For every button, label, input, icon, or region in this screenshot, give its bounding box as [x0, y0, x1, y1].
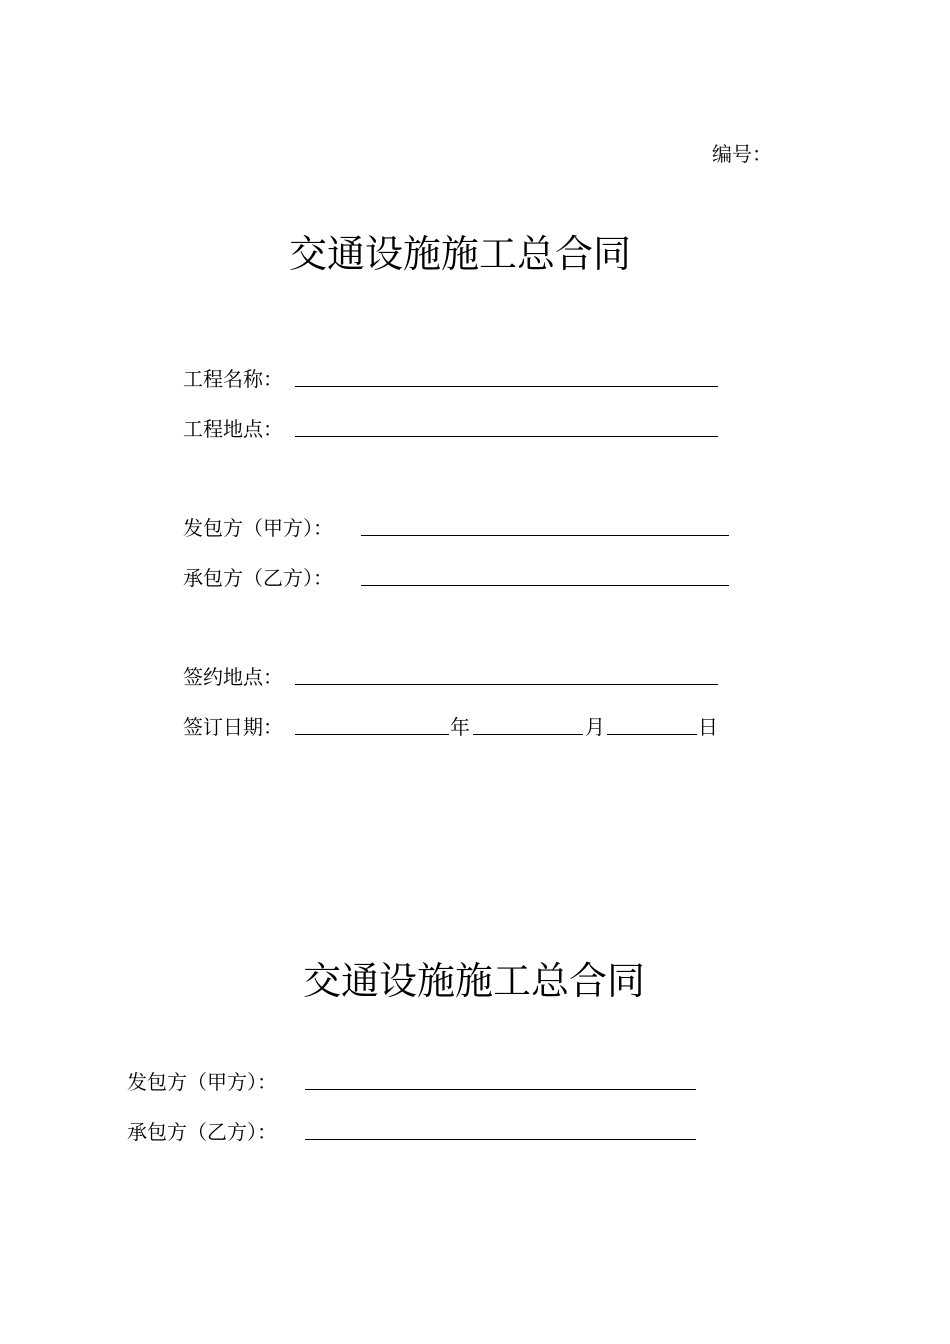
project-location-field-line[interactable] [295, 436, 718, 437]
second-party-b-field-line[interactable] [305, 1139, 696, 1140]
cover-title: 交通设施施工总合同 [289, 232, 632, 276]
signing-year-field-line[interactable] [295, 734, 449, 735]
second-section-title: 交通设施施工总合同 [303, 959, 646, 1003]
party-a-label: 发包方（甲方）： [183, 516, 333, 540]
second-party-b-label: 承包方（乙方）： [127, 1120, 277, 1144]
party-b-field-line[interactable] [361, 585, 729, 586]
party-a-field-line[interactable] [361, 535, 729, 536]
signing-place-label: 签约地点： [183, 665, 283, 689]
signing-month-field-line[interactable] [473, 734, 583, 735]
second-party-a-field-line[interactable] [305, 1089, 696, 1090]
signing-date-label: 签订日期： [183, 715, 283, 739]
party-b-label: 承包方（乙方）： [183, 566, 333, 590]
second-party-a-label: 发包方（甲方）： [127, 1070, 277, 1094]
signing-place-field-line[interactable] [295, 684, 718, 685]
project-name-field-line[interactable] [295, 386, 718, 387]
signing-day-field-line[interactable] [607, 734, 697, 735]
day-label: 日 [698, 715, 718, 739]
project-name-label: 工程名称： [183, 367, 283, 391]
year-label: 年 [450, 715, 470, 739]
contract-number-label: 编号： [712, 142, 772, 166]
month-label: 月 [585, 715, 605, 739]
project-location-label: 工程地点： [183, 417, 283, 441]
